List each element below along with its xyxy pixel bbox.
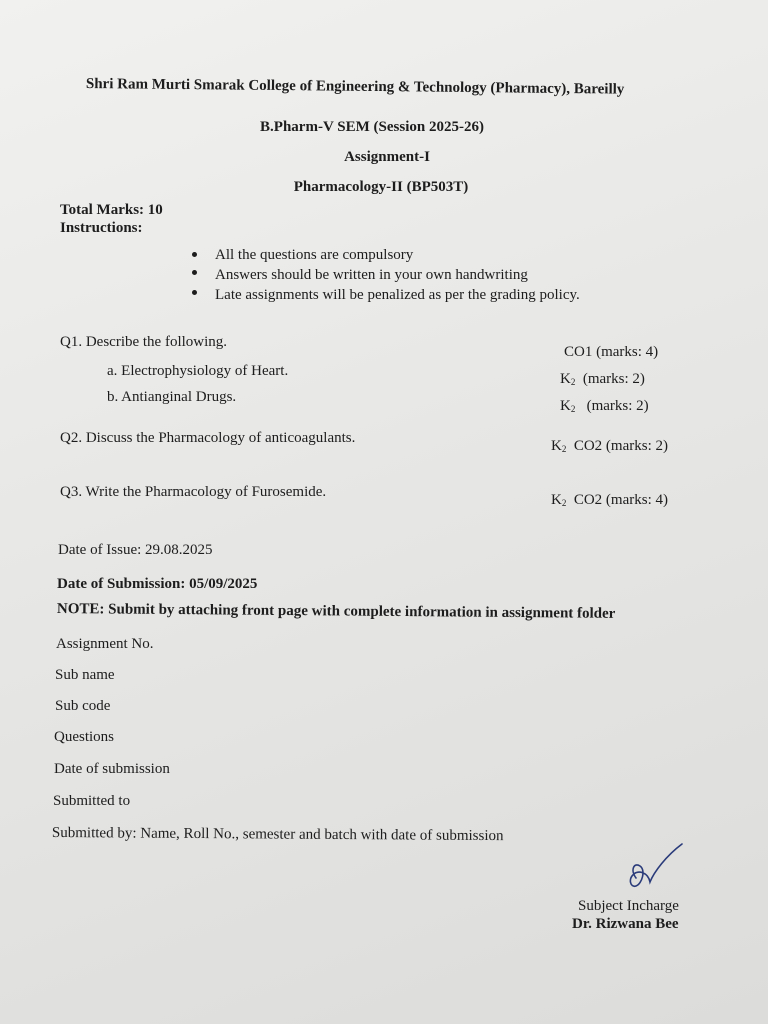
signature-icon [622, 840, 692, 900]
instructions-label: Instructions: [60, 220, 143, 236]
total-marks: Total Marks: 10 [60, 202, 163, 218]
marks: (marks: 2) [586, 398, 649, 414]
bullet-icon [192, 252, 197, 257]
bullet-icon [192, 270, 197, 275]
question-3-marks [551, 491, 668, 512]
field-sub-name: Sub name [55, 667, 115, 683]
field-date-of-submission: Date of submission [54, 761, 170, 777]
note: NOTE: Submit by attaching front page with complete information in assignment folder [56, 600, 616, 622]
marks: CO2 (marks: 4) [573, 492, 668, 508]
question-2-marks [551, 437, 668, 458]
bullet-icon [192, 290, 197, 295]
date-of-issue: Date of Issue: 29.08.2025 [58, 542, 213, 558]
signature-role: Subject Incharge [578, 898, 679, 914]
date-of-submission: Date of Submission: 05/09/2025 [57, 576, 258, 592]
knowledge-level: K [560, 398, 571, 414]
signature-name: Dr. Rizwana Bee [572, 916, 679, 932]
question-1a: a. Electrophysiology of Heart. [107, 363, 289, 379]
field-submitted-to: Submitted to [53, 793, 131, 809]
subject-title: Pharmacology-II (BP503T) [293, 179, 469, 195]
question-1a-marks [560, 370, 645, 391]
knowledge-level-sub: 2 [570, 377, 576, 387]
college-name: Shri Ram Murti Smarak College of Engineering & Technology (Pharmacy), Bareilly [85, 75, 625, 98]
question-3: Q3. Write the Pharmacology of Furosemide. [60, 484, 327, 500]
knowledge-level-sub: 2 [561, 444, 567, 454]
field-assignment-no: Assignment No. [56, 636, 154, 652]
knowledge-level-sub: 2 [561, 498, 567, 508]
assignment-title: Assignment-I [344, 149, 430, 165]
knowledge-level: K [560, 371, 571, 387]
marks: (marks: 2) [582, 371, 645, 387]
field-submitted-by: Submitted by: Name, Roll No., semester and batch with date of submission [51, 825, 504, 845]
instruction-item: All the questions are compulsory [215, 247, 414, 263]
question-1-marks: CO1 (marks: 4) [564, 344, 659, 360]
knowledge-level: K [551, 438, 562, 454]
course-title: B.Pharm-V SEM (Session 2025-26) [260, 119, 484, 135]
field-questions: Questions [54, 729, 114, 745]
instruction-item: Late assignments will be penalized as per the grading policy. [215, 287, 580, 303]
question-2: Q2. Discuss the Pharmacology of anticoagulants. [60, 430, 356, 446]
question-1: Q1. Describe the following. [60, 334, 228, 350]
field-sub-code: Sub code [55, 698, 111, 714]
instruction-item: Answers should be written in your own handwriting [215, 267, 528, 283]
question-1b: b. Antianginal Drugs. [107, 389, 237, 405]
knowledge-level: K [551, 492, 562, 508]
knowledge-level-sub: 2 [570, 404, 576, 414]
marks: CO2 (marks: 2) [573, 438, 668, 454]
question-1b-marks [560, 397, 649, 418]
